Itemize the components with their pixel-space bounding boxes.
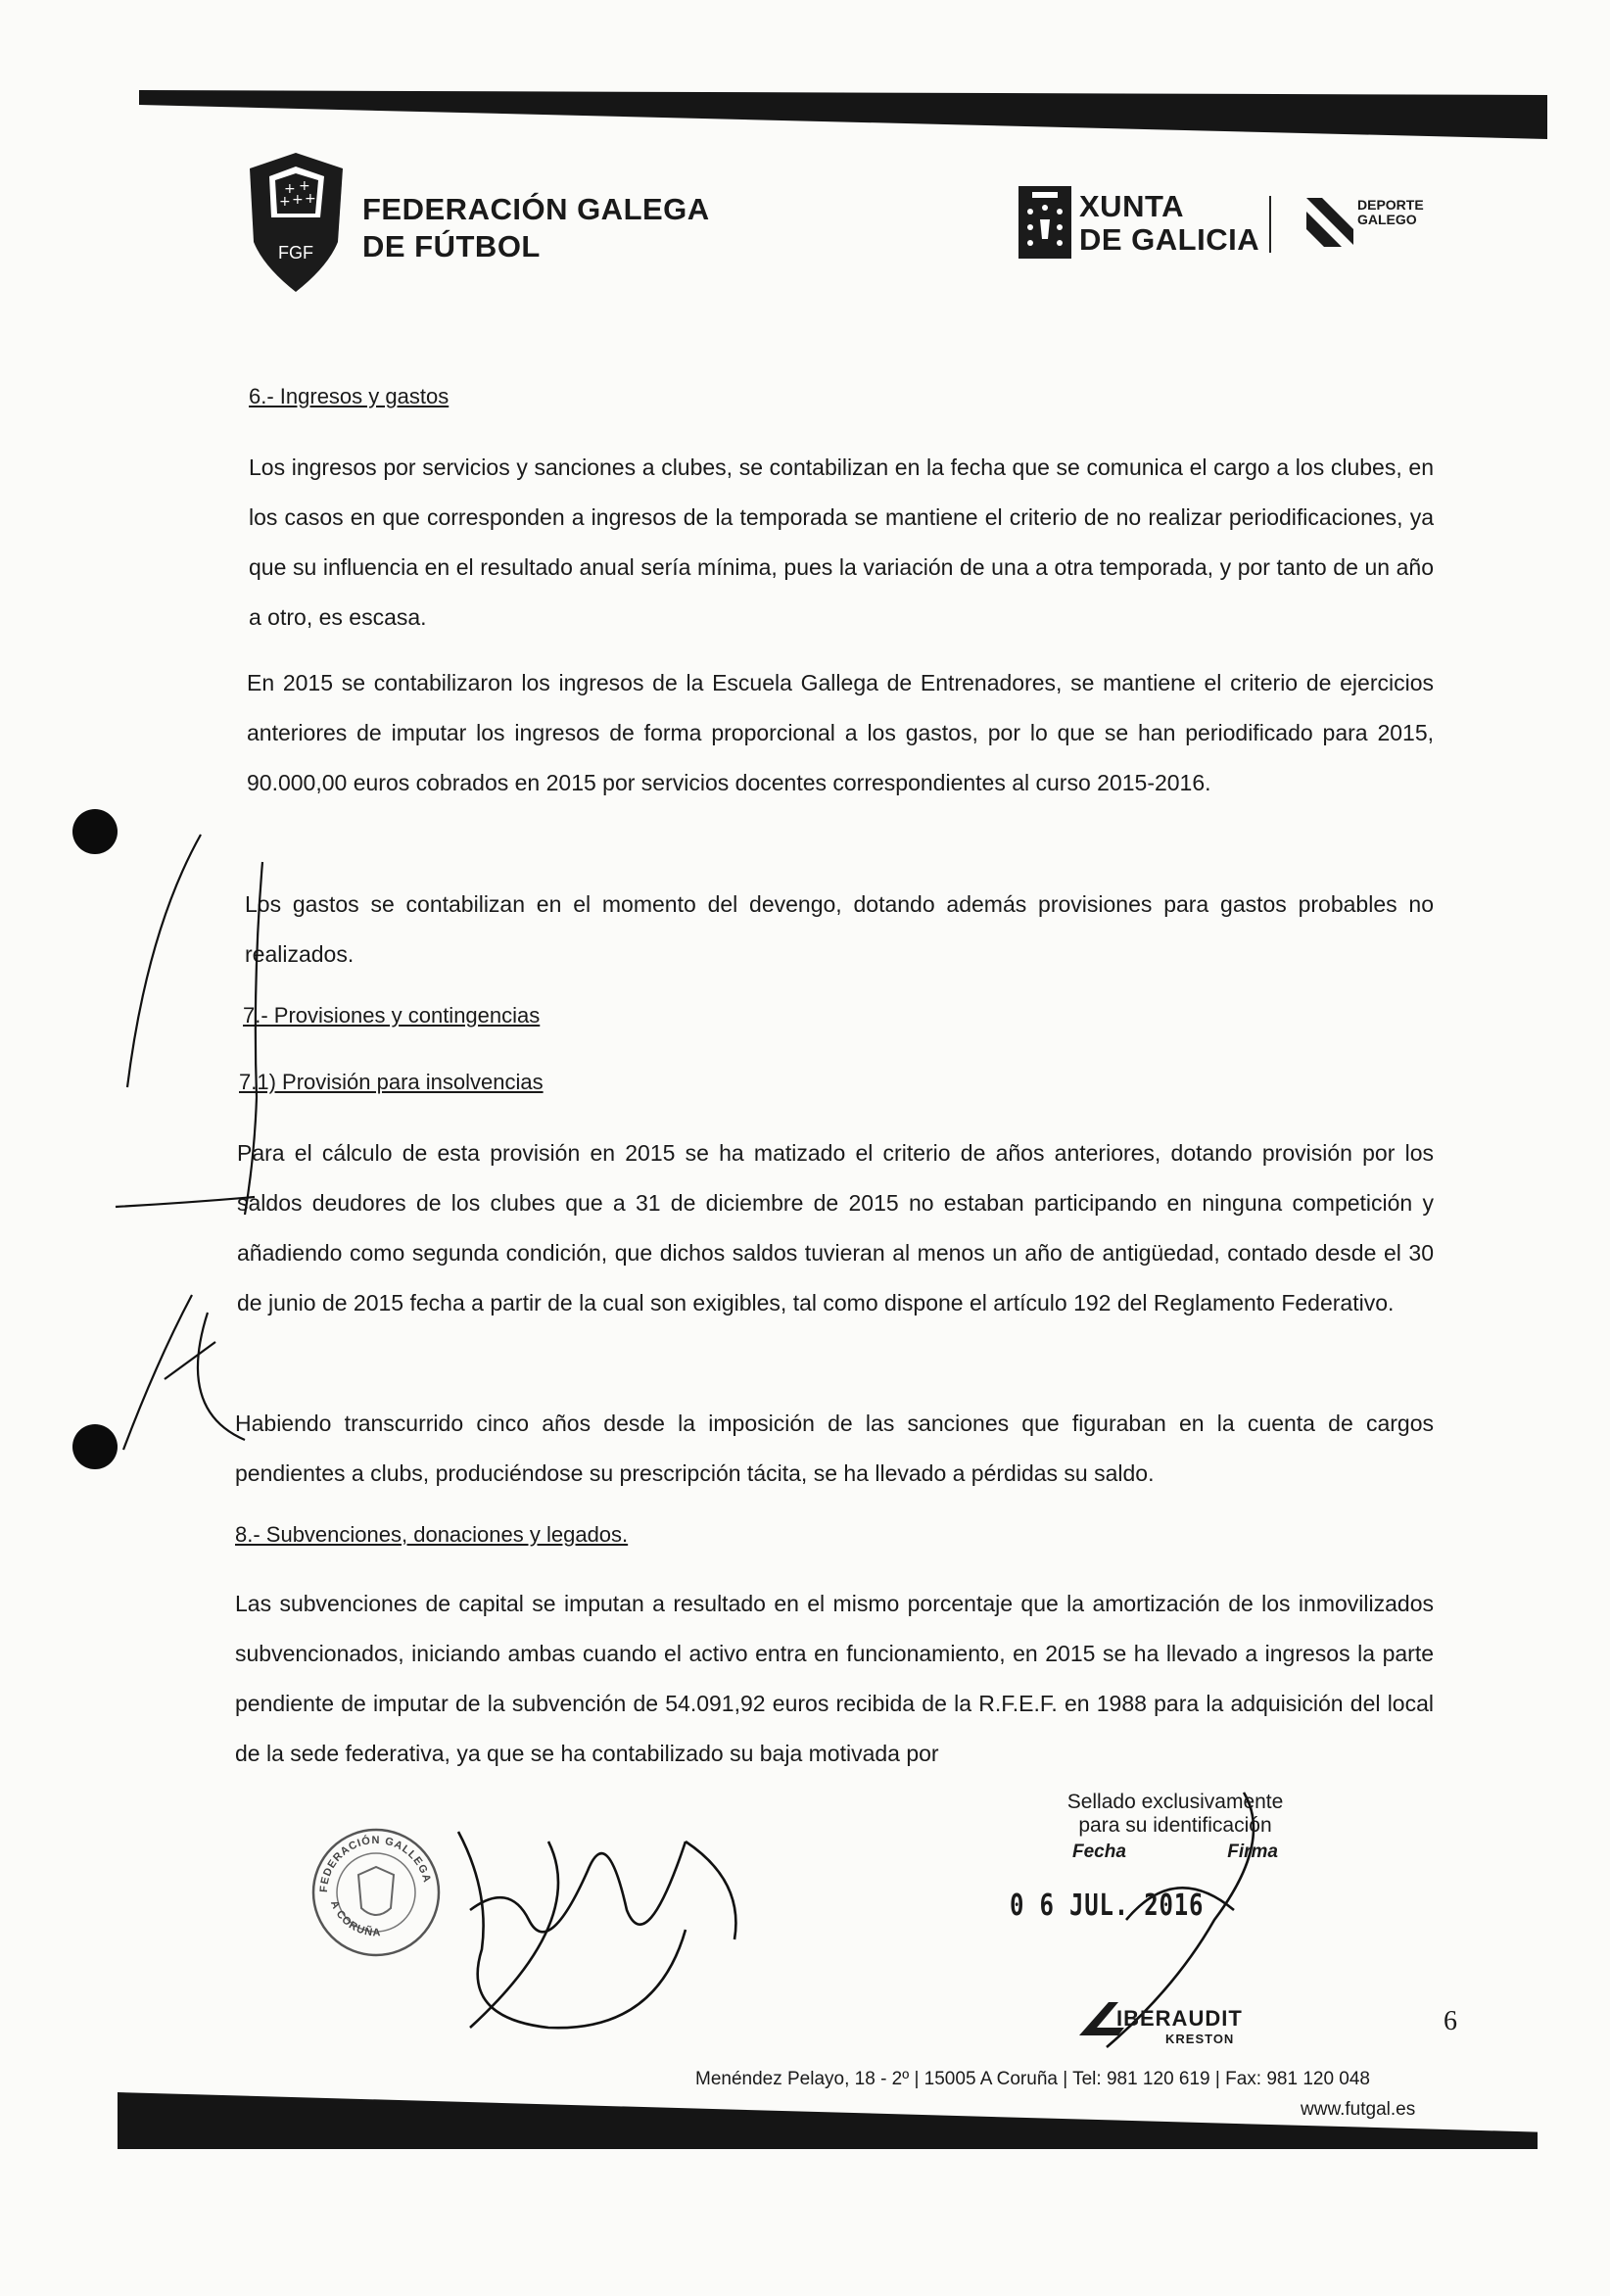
federation-seal-icon <box>308 1824 445 1961</box>
binder-hole-bottom <box>72 1424 118 1469</box>
section-6-paragraph-2: En 2015 se contabilizaron los ingresos de la Escuela Gallega de Entrenadores, se mantiene el criterio de ejercicios anteriores de imputar los ingresos de forma proporcional a los gastos, por lo que se han periodificado para 2015, 90.000,00 euros cobrados en 2015 por servicios docentes correspondientes al curso 2015-2016. <box>247 670 1434 795</box>
svg-text:+: + <box>292 192 304 208</box>
binder-hole-top <box>72 809 118 854</box>
xunta-line2: DE GALICIA <box>1079 222 1260 257</box>
section-8-heading: 8.- Subvenciones, donaciones y legados. <box>235 1522 629 1547</box>
section-6-paragraph-3: Los gastos se contabilizan en el momento del devengo, dotando además provisiones para gastos probables no realizados. <box>245 891 1434 967</box>
seal-bottom-text: A CORUÑA <box>328 1898 382 1939</box>
svg-text:+: + <box>284 181 296 197</box>
deporte-line2: GALEGO <box>1357 212 1417 227</box>
section-8-paragraph-1: Las subvenciones de capital se imputan a resultado en el mismo porcentaje que la amortización de los inmovilizados subvencionados, iniciando ambas cuando el activo entra en funcionamiento, en 2015 se ha llevado a ingresos la parte pendiente de imputar de la subvención de 54.091,92 euros recibida de la R.F.E.F. en 1988 para la adquisición del local de la sede federativa, ya que se ha contabilizado su baja motivada por <box>235 1591 1434 1766</box>
footer-address: Menéndez Pelayo, 18 - 2º | 15005 A Coruña | Tel: 981 120 619 | Fax: 981 120 048 <box>695 2069 1371 2089</box>
stamp-line2: para su identificación <box>1078 1814 1272 1837</box>
section-7-1-paragraph-1: Para el cálculo de esta provisión en 2015 se ha matizado el criterio de años anteriores, dotando provisión por los saldos deudores de los clubes que a 31 de diciembre de 2015 no estaban participando en ninguna competición y añadiendo como segunda condición, que dichos saldos tuvieran al menos un año de antigüedad, contado desde el 30 de junio de 2015 fecha a partir de la cual son exigibles, tal como dispone el artículo 192 del Reglamento Federativo. <box>237 1140 1434 1315</box>
stamp-labels <box>1033 1842 1317 1863</box>
audit-stamp <box>1010 1791 1317 1923</box>
footer-website: www.futgal.es <box>1301 2099 1416 2120</box>
fgf-name-line1: FEDERACIÓN GALEGA <box>362 192 710 226</box>
stamp-line1: Sellado exclusivamente <box>1066 1791 1284 1813</box>
deporte-galego-icon <box>1302 194 1357 253</box>
svg-text:+: + <box>299 178 310 194</box>
fgf-name-line2: DE FÚTBOL <box>362 229 541 263</box>
xunta-line1: XUNTA <box>1079 189 1184 223</box>
header-bar <box>139 90 1547 139</box>
auditor-name: IBERAUDIT <box>1116 2006 1243 2031</box>
fgf-shield-icon <box>240 149 353 296</box>
section-7-heading: 7.- Provisiones y contingencias <box>243 1003 541 1028</box>
stamp-label-date: Fecha <box>1072 1842 1126 1862</box>
section-7-1-paragraph-2: Habiendo transcurrido cinco años desde la imposición de las sanciones que figuraban en la cuenta de cargos pendientes a clubs, produciéndose su prescripción tácita, se ha llevado a pérdidas su saldo. <box>235 1411 1434 1486</box>
xunta-emblem-icon <box>1018 186 1071 259</box>
auditor-sub: KRESTON <box>1165 2032 1235 2046</box>
xunta-wordmark <box>1079 190 1259 257</box>
seal-top-text: FEDERACIÓN GALLEGA <box>317 1835 434 1893</box>
page-number: 6 <box>1444 2006 1457 2036</box>
deporte-wordmark <box>1357 198 1424 227</box>
section-7-1-heading: 7.1) Provisión para insolvencias <box>239 1070 544 1094</box>
header-divider <box>1269 196 1271 253</box>
fgf-name <box>362 191 710 265</box>
deporte-line1: DEPORTE <box>1357 197 1424 213</box>
stamp-date: 0 6 JUL. 2016 <box>1010 1889 1205 1923</box>
svg-text:+: + <box>279 194 291 210</box>
section-6-heading: 6.- Ingresos y gastos <box>249 384 450 408</box>
stamp-label-sign: Firma <box>1227 1842 1278 1862</box>
fgf-initials: FGF <box>278 243 313 263</box>
svg-text:+: + <box>305 191 316 207</box>
section-6-paragraph-1: Los ingresos por servicios y sanciones a clubes, se contabilizan en la fecha que se comunica el cargo a los clubes, en los casos en que corresponden a ingresos de la temporada se mantiene el criterio de no realizar periodificaciones, ya que su influencia en el resultado anual sería mínima, pues la variación de una a otra temporada, y por tanto de un año a otro, es escasa. <box>249 454 1434 630</box>
svg-text:A CORUÑA <box>328 1899 382 1939</box>
